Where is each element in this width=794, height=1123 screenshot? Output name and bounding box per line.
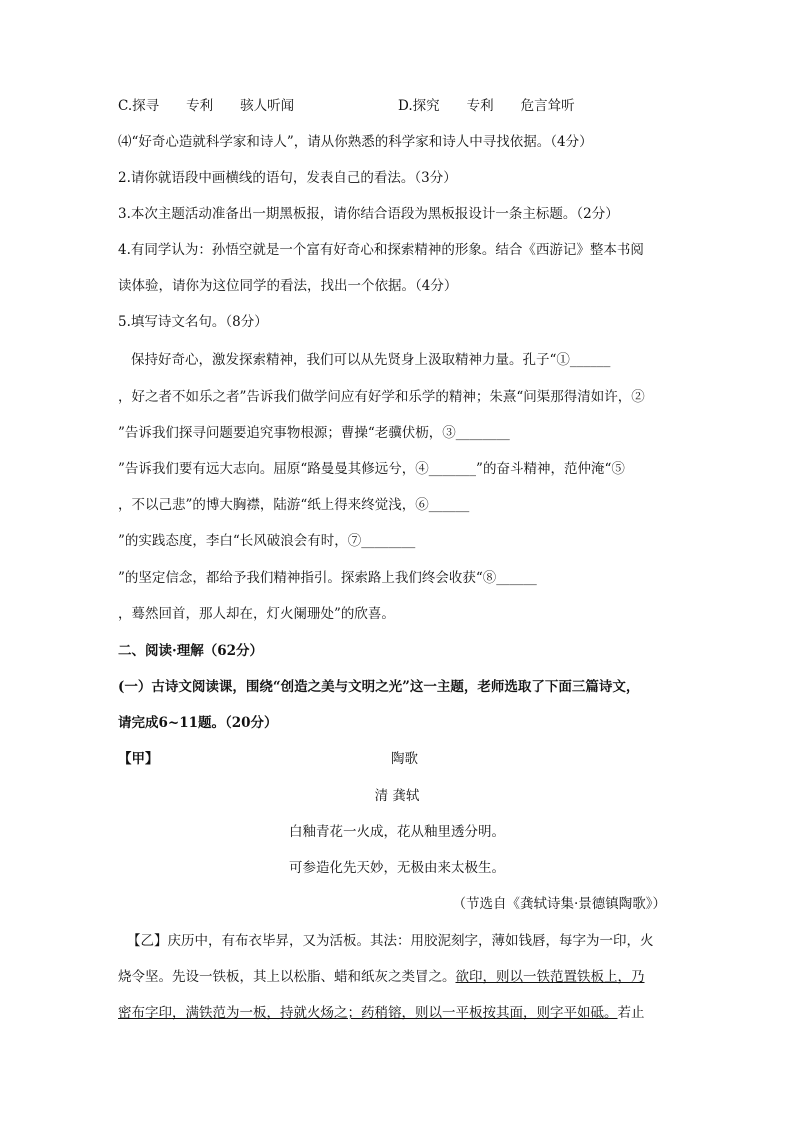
question-3: 3.本次主题活动准备出一期黑板报，请你结合语段为黑板报设计一条主标题。（2分） bbox=[118, 206, 619, 222]
passage-yi-line-1: 【乙】庆历中，有布衣毕昇，又为活板。其法：用胶泥刻字，薄如钱唇，每字为一印，火 bbox=[127, 933, 654, 949]
fill-in-line-1: 保持好奇心，激发探索精神，我们可以从先贤身上汲取精神力量。孔子“①______ bbox=[131, 352, 611, 368]
question-5: 5.填写诗文名句。（8分） bbox=[118, 314, 268, 330]
fill-in-line-8: ，蓦然回首，那人却在，灯火阑珊处”的欣喜。 bbox=[118, 606, 395, 622]
poem-title: 陶歌 bbox=[391, 751, 418, 767]
passage-yi-line-2-text: 烧令坚。先设一铁板，其上以松脂、蜡和纸灰之类冒之。 bbox=[118, 969, 456, 985]
question-2: 2.请你就语段中画横线的语句，发表自己的看法。（3分） bbox=[118, 170, 457, 186]
fill-in-line-5: ，不以己悲”的博大胸襟，陆游“纸上得来终觉浅，⑥______ bbox=[118, 497, 470, 513]
fill-in-line-6: ”的实践态度，李白“长风破浪会有时，⑦________ bbox=[118, 533, 416, 549]
fill-in-line-4: ”告诉我们要有远大志向。屈原“路曼曼其修远兮，④_______”的奋斗精神，范仲淹“⑤ bbox=[118, 461, 625, 477]
poem-source: （节选自《龚轼诗集·景德镇陶歌》） bbox=[452, 896, 666, 912]
section-intro-line-1: (一）古诗文阅读课，围绕“创造之美与文明之光”这一主题，老师选取了下面三篇诗文， bbox=[118, 679, 640, 695]
question-4-line-1: 4.有同学认为：孙悟空就是一个富有好奇心和探索精神的形象。结合《西游记》整本书阅 bbox=[118, 242, 644, 258]
poem-line-1: 白釉青花一火成，花从釉里透分明。 bbox=[289, 824, 505, 840]
poem-marker-jia: 【甲】 bbox=[118, 751, 159, 767]
fill-in-line-2: ，好之者不如乐之者”告诉我们做学问应有好学和乐学的精神；朱熹“问渠那得清如许，② bbox=[118, 389, 645, 405]
fill-in-line-7: ”的坚定信念，都给予我们精神指引。探索路上我们终会收获“⑧______ bbox=[118, 570, 537, 586]
passage-yi-line-3-tail: 若止 bbox=[617, 1005, 645, 1021]
poem-line-2: 可参造化先天妙，无极由来太极生。 bbox=[289, 860, 505, 876]
poem-author: 清 龚轼 bbox=[374, 788, 420, 804]
question-4-line-2: 读体验，请你为这位同学的看法，找出一个依据。（4分） bbox=[118, 278, 458, 294]
fill-in-line-3: ”告诉我们探寻问题要追究事物根源；曹操“老骥伏枥，③________ bbox=[118, 425, 510, 441]
option-d: D.探究 专利 危言耸听 bbox=[398, 98, 575, 114]
passage-yi-line-2-underlined: 欲印，则以一铁范置铁板上，乃 bbox=[455, 969, 645, 985]
question-1-4: ⑷“好奇心造就科学家和诗人”，请从你熟悉的科学家和诗人中寻找依据。（4分） bbox=[118, 134, 593, 150]
section-intro-line-2: 请完成6~11题。（20分） bbox=[118, 715, 278, 731]
passage-yi-line-2 bbox=[118, 967, 676, 987]
passage-yi-line-3-underlined: 密布字印，满铁范为一板，持就火炀之；药稍镕，则以一平板按其面，则字平如砥。 bbox=[118, 1005, 618, 1021]
option-c: C.探寻 专利 骇人听闻 bbox=[118, 98, 295, 114]
section-heading: 二、阅读·理解（62分） bbox=[118, 643, 263, 659]
passage-yi-line-3 bbox=[118, 1003, 676, 1023]
